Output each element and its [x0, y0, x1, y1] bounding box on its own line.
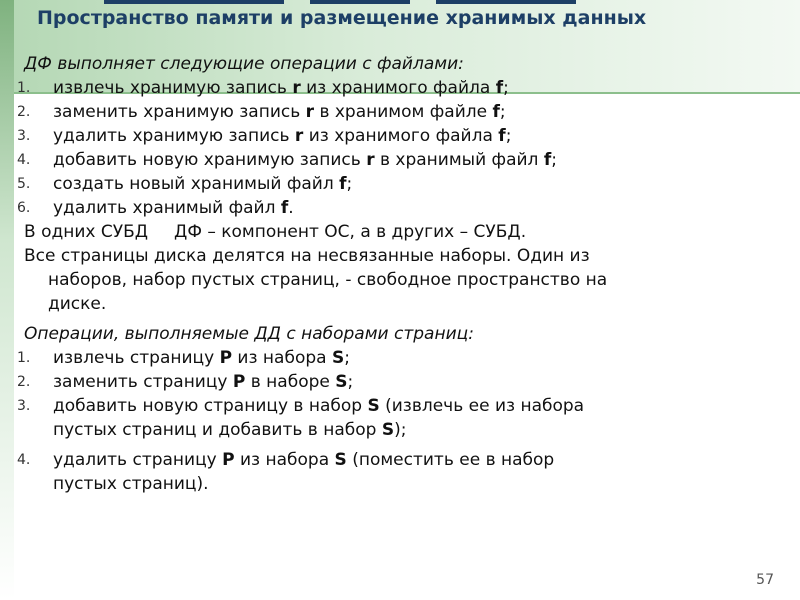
list-item: 2. заменить хранимую запись r в хранимом файле f;: [17, 102, 506, 122]
paragraph-pages-line-1: Все страницы диска делятся на несвязанные наборы. Один из: [24, 246, 590, 266]
slide-title: Пространство памяти и размещение хранимых данных: [37, 7, 647, 29]
list-item: 1. извлечь хранимую запись r из хранимого файла f;: [17, 78, 509, 98]
page-number: 57: [756, 572, 774, 588]
paragraph-pages-line-3: диске.: [48, 294, 107, 314]
list-item: 3. добавить новую страницу в набор S (извлечь ее из набора: [17, 396, 585, 416]
slide-content: [0, 52, 790, 496]
intro-line-1: ДФ выполняет следующие операции с файлами:: [24, 54, 464, 74]
cut-off-previous-title: [104, 0, 624, 7]
list-item: 4. добавить новую хранимую запись r в хранимый файл f;: [17, 150, 557, 170]
list-item: 6. удалить хранимый файл f.: [17, 198, 294, 218]
list-item: 2. заменить страницу P в наборе S;: [17, 372, 354, 392]
list-item: 1. извлечь страницу P из набора S;: [17, 348, 350, 368]
paragraph-pages-line-2: наборов, набор пустых страниц, - свободное пространство на: [48, 270, 608, 290]
list-item: 4. удалить страницу P из набора S (поместить ее в набор: [17, 450, 555, 470]
list-item-continuation: пустых страниц и добавить в набор S);: [53, 420, 407, 440]
intro-line-2: Операции, выполняемые ДД с наборами страниц:: [24, 324, 474, 344]
list-item: 5. создать новый хранимый файл f;: [17, 174, 353, 194]
list-item: 3. удалить хранимую запись r из хранимого файла f;: [17, 126, 512, 146]
list-item-continuation: пустых страниц).: [53, 474, 209, 494]
paragraph-dbms: В одних СУБД ДФ – компонент ОС, а в других – СУБД.: [24, 222, 527, 242]
